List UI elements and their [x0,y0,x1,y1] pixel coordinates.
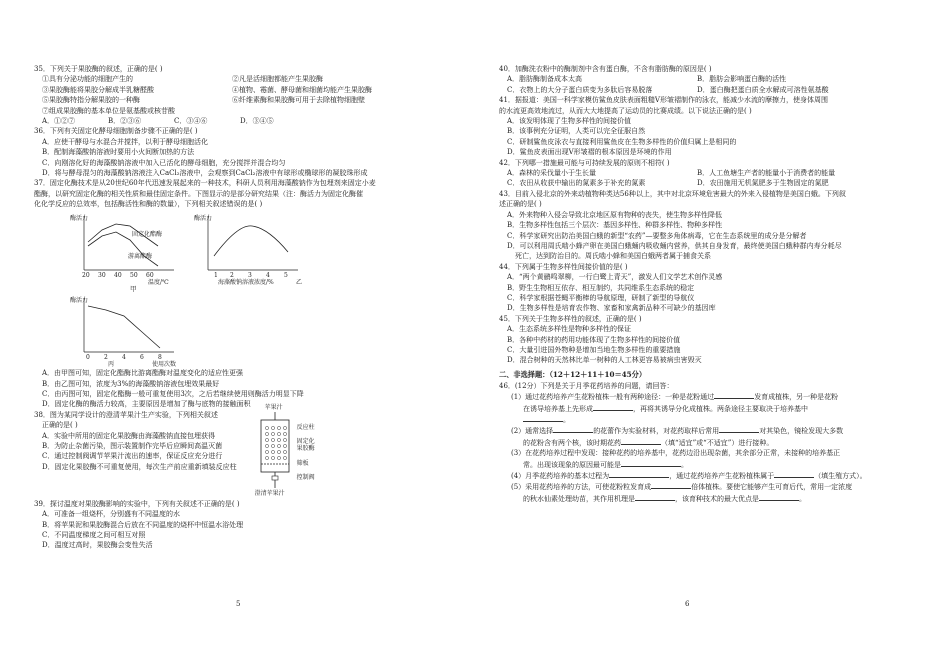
option-c: C．向刚溶化好的海藻酸钠溶液中加入已活化的酵母细胞，充分搅拌并混合均匀 [42,158,286,167]
option-c: C．③④⑥ [174,117,208,126]
fig-label-bottom: 澄清苹果汁 [254,489,285,497]
option-c: C．衣物上的大分子蛋白质变为多肽后容易脱落 [507,85,653,94]
question-41 [499,95,932,157]
text: 。 [799,494,806,503]
x-axis-label: 使用次数 [152,361,177,369]
option-b: B．为防止杂菌污染，图示装置制作完毕后应瞬间高温灭菌 [42,441,223,450]
question-40 [499,64,932,95]
answer-blank[interactable] [719,425,759,433]
reactor-figure [247,404,342,499]
question-39 [34,499,459,551]
question-stem: 39．探讨温度对果胶酶影响的实验中，下列有关叙述不正确的是( ) [34,499,240,508]
text: 的花粉含有两个核，该时期花药 [523,438,621,447]
option-a: A．该发明体现了生物多样性的间接价值 [507,117,632,126]
fig-label-column: 反应柱 [296,423,315,431]
option-c: C．农田从收获中输出的氮素多于补充的氮素 [507,179,646,188]
question-42 [499,158,932,189]
text: （填生殖方式）。 [814,472,867,481]
option-d: D．温度过高时，果胶酶会变性失活 [42,541,153,550]
option-d-cont: 死亡，达到防治目的。周氏啮小蜂和美国白蛾两者属于捕食关系 [515,252,711,261]
statement: ⑦组成果胶酶的基本单位是氨基酸或核苷酸 [42,106,175,115]
question-stem: 42．下列哪一措施最可能与可持续发展的原则不相符( ) [499,158,670,167]
subquestion-2-line2 [499,437,932,448]
page-number: 5 [236,600,241,608]
tick-label: 2 [230,271,234,279]
question-stem: 44．下列属于生物多样性间接价值的是( ) [499,262,628,271]
x-axis-label: 温度/℃ [148,278,169,286]
option-d: D．固定化果胶酶不可重复使用，每次生产前应重新填装反应柱 [42,462,237,471]
fig-label-pectinase: 果胶酶 [296,444,315,452]
tick-label: 60 [146,271,154,279]
figure-charts [70,212,459,286]
statement: ①具有分泌功能的细胞产生的 [42,75,133,84]
tick-label: 3 [248,271,252,279]
text: (2）通常选择 [511,427,554,436]
chart-jia-svg [74,212,184,286]
tick-label: 2 [104,354,108,362]
text: (4）月季花药培养的基本过程为 [511,472,610,481]
fig-label-sieve: 筛板 [296,459,309,467]
section-heading: 二、非选择题：（12＋12＋11＋10＝45分） [499,369,647,379]
tick-label: 4 [122,354,126,362]
question-stem: 化化学反应的总效率，包括酶活性和酶的数量），下列相关叙述错误的是( ) [34,200,263,209]
answer-blank[interactable] [759,493,799,501]
tick-label: 6 [140,354,144,362]
question-stem: 43．目前入侵北京的外来动植物种类达56种以上，其中对北京环境危害最大的外来入侵植物是美国白蛾。下列叙 [499,189,846,198]
question-stem: 37．固定化酶技术是从20世纪60年代迅速发展起来的一种技术，科研人员利用海藻酸钠作为包埋剂来固定小麦 [34,179,376,188]
answer-blank[interactable] [609,470,669,478]
tick-label: 8 [158,354,162,362]
statement: ⑤果胶酶特指分解果胶的一种酶 [42,96,140,105]
chart-title-bing: 丙 [108,361,115,369]
subquestion-4 [499,470,932,481]
text: 对其染色，镜检发现大多数 [759,427,844,436]
tick-label: 0 [86,354,90,362]
subquestion-1 [499,391,932,402]
statement: ⑥纤维素酶和果胶酶可用于去除植物细胞壁 [232,96,365,105]
subquestion-1-line2 [499,403,932,414]
tick-label: 50 [130,271,138,279]
text: 的秋水仙素处理幼苗，其作用机理是 [523,494,635,503]
x-axis-label: 海藻酸钠溶液浓度/% [218,278,274,286]
tick-label: 5 [284,271,288,279]
chart-title-jia: 甲 [130,284,137,293]
chart-jia [70,212,184,286]
subquestion-2 [499,425,932,436]
option-c: C．不同温度梯度之间可相互对照 [42,530,146,539]
answer-blank[interactable] [635,493,675,501]
y-axis-label: 酶活力 [70,297,89,305]
chart-yi [194,212,308,286]
text: 常。出现该现象的原因最可能是 [523,460,621,469]
question-stem: 45．下列关于生物多样性的叙述，正确的是( ) [499,314,642,323]
question-stem: 36．下列有关固定化酵母细胞制备步骤不正确的是( ) [34,127,198,136]
subquestion-3-line2 [499,459,932,470]
option-a: A．①②⑦ [42,117,76,126]
chart-bing [70,294,184,369]
option-d: D．蛋白酶把蛋白质全水解成可溶性氨基酸 [697,85,829,94]
text: ，该育种技术的最大优点是 [675,494,759,503]
option-c: C．大量引进国外物种是增加当地生物多样性的重要措施 [507,345,681,354]
option-b: B．配制海藻酸钠溶液时要用小火间断加热的方法 [42,148,195,157]
series-line [214,226,288,256]
chart-title-yi: 乙 [296,278,303,286]
answer-blank[interactable] [651,481,691,489]
text: 。 [563,416,570,424]
option-d: D．混合树种的天然林比单一树种的人工林更容易被病虫害毁灭 [507,356,702,365]
option-c: C．研制鲨鱼皮泳衣与直接利用鲨鱼皮在生物多样性的价值归属上是相同的 [507,137,737,146]
question-stem: 酯酶，以研究固定化酶的相关性质和最佳固定条件。下图显示的是部分研究结果（注：酶活力为固定化酶催 [34,189,363,198]
option-d: D．农田施用无机氮肥多于生物固定的氮肥 [697,179,829,188]
subquestion-1-line3 [499,414,932,425]
option-b: B．各种中药材的药用功能体现了生物多样性的间接价值 [507,335,681,344]
answer-blank[interactable] [774,470,814,478]
question-37 [34,178,459,409]
option-a: A．由甲图可知，固定化酯酶比游离酯酶对温度变化的适应性更强 [42,369,244,378]
question-stem: 的水流更高效地流过，从而大大地提高了运动员的比赛成绩。以下说法正确的是( ) [499,106,752,115]
text: 倍体植株。要使它能够产生可育后代，常用一定浓度 [691,483,853,492]
option-d: D．固定化酶的酶活力较高，主要原因是增加了酶与底物的接触面积 [42,400,251,409]
fig-label-valve: 控制阀 [296,473,315,481]
right-page [475,0,950,650]
text: ，再将其诱导分化成植株。两条途径主要取决于培养基中 [633,404,808,413]
question-43 [499,189,932,262]
question-46 [499,381,932,504]
statement: ③果胶酶能将果胶分解成半乳糖醛酸 [42,85,154,94]
fig-label-top: 苹果汁 [264,403,283,411]
text: 在诱导培养基上先形成 [523,404,593,413]
subquestion-5 [499,481,932,492]
question-44 [499,262,932,314]
option-d: D．生物多样性是培育农作物、家畜和家禽新品种不可缺少的基因库 [507,304,716,313]
option-d: D．③④⑤ [240,117,274,126]
question-stem: 46．(12分）下列是关于月季花药培养的问题，请回答： [499,381,674,390]
reactor-svg [247,404,342,499]
subquestion-5-line2 [499,493,932,504]
question-stem-cont: 正确的是( ) [42,421,78,430]
option-d: D．可以利用周氏啮小蜂产卵在美国白蛾蛹内吸收蛹内营养，供其自身发育，最终使美国白蛾种群内寿分耗尽 [507,241,842,250]
answer-blank[interactable] [621,459,681,467]
question-stem: 41．据报道：美国一科学家模仿鲨鱼皮肤表面粗糙V形皱褶制作的泳衣，能减少水流的摩擦力，使身体周围 [499,96,828,105]
option-c: C．通过控制阀调节苹果汁流出的速率，保证反应充分进行 [42,452,223,461]
tick-label: 40 [114,271,122,279]
text: （填“适宜”或“不适宜”）进行接种。 [661,438,774,447]
text: 。 [681,460,688,469]
option-d: D．鲨鱼皮表面出现V形皱褶的根本原因是环境的作用 [507,148,672,157]
y-axis-label: 酶活力 [70,214,89,222]
text: 的花蕾作为实验材料，对花药取样后常用 [593,427,720,436]
answer-blank[interactable] [553,425,593,433]
option-b: B．野生生物相互依存、相互制约，共同维系生态系统的稳定 [507,283,695,292]
text: (1）通过花药培养产生花粉植株一般有两种途径：一种是花粉通过 [511,393,715,402]
option-a: A．可准备一组烧杯，分别盛有不同温度的水 [42,510,181,519]
question-45 [499,314,932,366]
option-b: B．人工鱼塘生产者的能量小于消费者的能量 [697,169,836,178]
option-a: A．脂肪酶制备成本太高 [507,75,583,84]
text: (3）在花药培养过程中发现：接种花药的培养基中，花药边沿出现杂菌，其余部分正常，未接种的培养基正 [511,449,841,458]
question-36 [34,126,459,178]
option-c: C．科学家根据苍蝇平衡棒的导航原理，研制了新型的导航仪 [507,293,695,302]
text: ，通过花药培养产生花粉植株属于 [669,472,775,481]
option-a: A．“两个黄鹂鸣翠柳，一行白鹭上青天”，激发人们文学艺术创作灵感 [507,273,723,282]
option-d: D．将与酵母混匀的海藻酸钠溶液注入CaCl₂溶液中，会观察到CaCl₂溶液中有球形或椭球形的凝胶珠形成 [42,169,368,178]
option-b: B．将苹果泥和果胶酶混合后放在不同温度的烧杯中恒温水浴处理 [42,520,244,529]
answer-blank[interactable] [714,391,754,399]
option-a: A．森林的采伐量小于生长量 [507,169,597,178]
text: 发育成植株，另一种是花粉 [754,393,839,402]
statement: ④植物、霉菌、酵母菌和细菌均能产生果胶酶 [232,85,372,94]
option-a: A．外来物种入侵会导致北京地区原有物种的丧失，使生物多样性降低 [507,210,723,219]
answer-blank[interactable] [621,437,661,445]
page-number: 6 [685,600,690,608]
question-stem: 38．图为某同学设计的澄清苹果汁生产实验，下列相关叙述 [34,410,218,419]
legend-immobilized: 固定化酯酶 [132,230,163,238]
tick-label: 1 [214,271,218,279]
option-a: A．生态系统多样性是物种多样性的保证 [507,325,632,334]
fig-label-immobilized: 固定化 [296,437,315,445]
answer-blank[interactable] [523,414,563,422]
tick-label: 30 [98,271,106,279]
statement: ②凡是活细胞都能产生果胶酶 [232,75,323,84]
subquestion-3 [499,448,932,458]
y-axis-label: 酶活力 [194,214,213,222]
option-a: A．实验中所用的固定化果胶酶由海藻酸钠直接包埋获得 [42,431,216,440]
legend-free: 游离酯酶 [128,252,153,260]
tick-label: 20 [82,271,90,279]
option-b: B．由乙图可知，浓度为3%的海藻酸钠溶液包埋效果最好 [42,379,220,388]
chart-bing-svg [74,294,184,368]
tick-label: 4 [266,271,270,279]
question-stem: 述正确的是( ) [499,200,542,209]
answer-blank[interactable] [593,403,633,411]
option-b: B．②③⑥ [108,117,142,126]
text: (5）采用花药培养的方法，可使花粉粒发育成 [511,483,652,492]
option-b: B．该事例充分证明，人类可以完全征服自然 [507,127,646,136]
question-stem: 40．加酶洗衣粉中的酶制剂中含有蛋白酶，不含有脂肪酶的原因是( ) [499,65,712,73]
option-c: C．科学家研究出防治美国白蛾的新型“农药”—要整多角体病毒，它在生态系统里的成分是分解者 [507,231,807,240]
option-a: A．应使干酵母与水混合并搅拌，以利于酵母细胞活化 [42,137,209,146]
option-b: B．生物多样性包括三个层次：基因多样性、种群多样性、物种多样性 [507,221,723,230]
option-c: C．由丙图可知，固定化酯酶一般可重复使用3次，之后若继续使用则酶活力明显下降 [42,389,304,398]
series-line [88,306,160,348]
question-stem: 35．下列关于果胶酶的叙述，正确的是( ) [34,65,163,73]
question-35 [34,64,459,126]
option-b: B．脂肪会影响蛋白酶的活性 [697,75,787,84]
